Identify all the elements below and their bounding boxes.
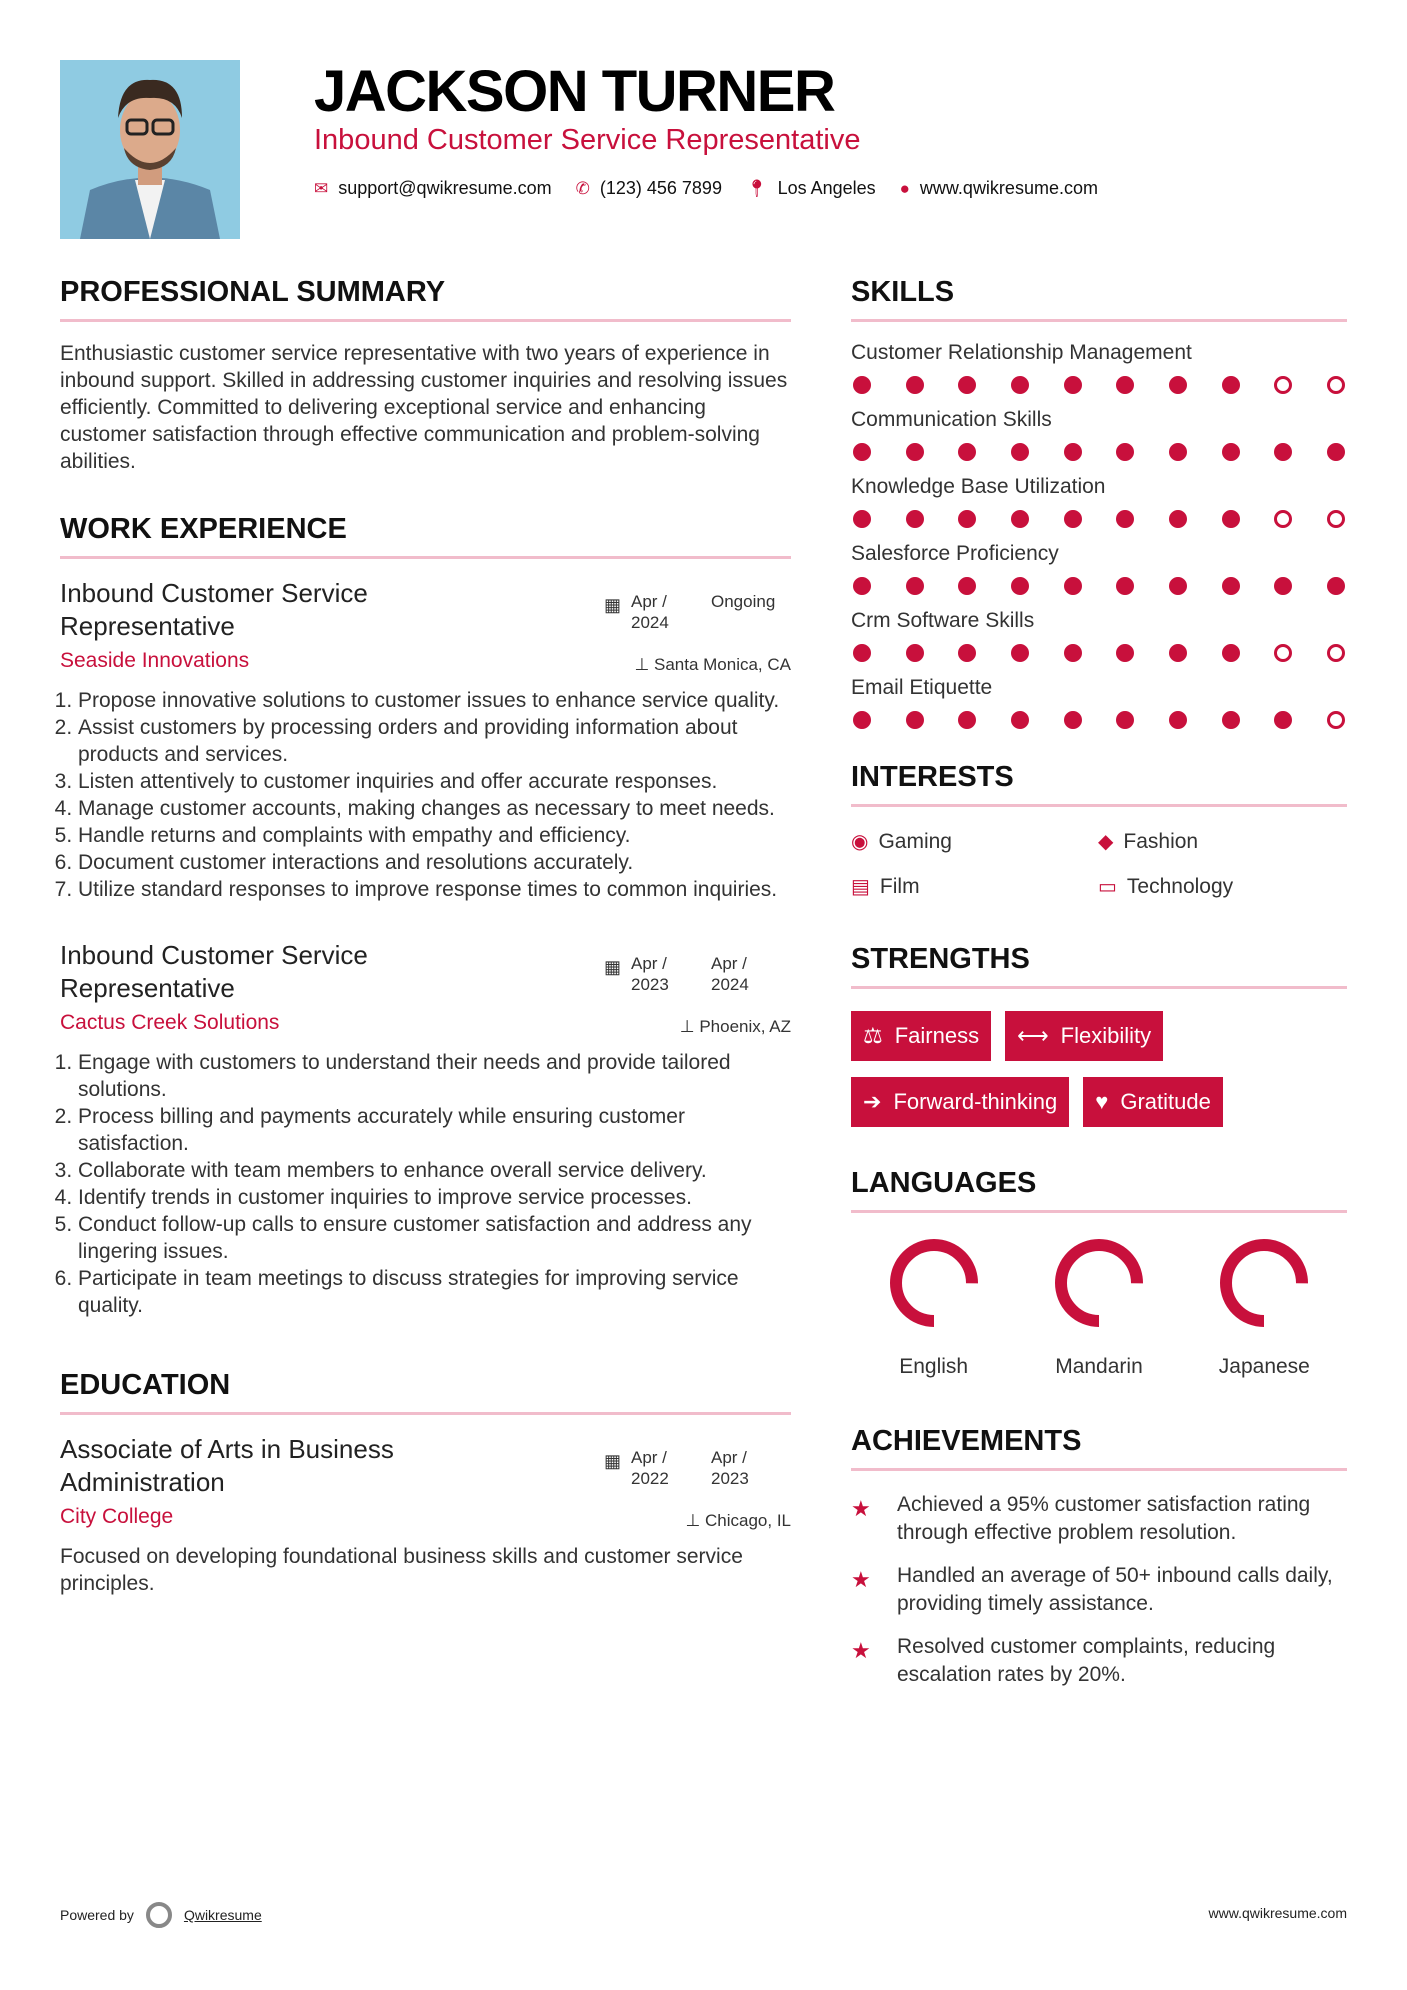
language-item xyxy=(1016,1235,1181,1379)
achievement-item xyxy=(851,1491,1347,1547)
strength-label: Flexibility xyxy=(1060,1023,1152,1048)
achievement-item xyxy=(851,1562,1347,1618)
skill-dot xyxy=(1064,443,1082,461)
job-bullet: 2. Process billing and payments accurately while ensuring customer satisfaction. xyxy=(78,1103,791,1157)
skill-dot xyxy=(1064,577,1082,595)
calendar-icon: ▦ xyxy=(603,957,621,977)
location-text: Santa Monica, CA xyxy=(653,655,791,674)
job-dates xyxy=(604,591,781,633)
job-entry xyxy=(60,939,791,1319)
skill-dot xyxy=(1169,711,1187,729)
skill-name: Customer Relationship Management xyxy=(851,341,1192,364)
job-bullet: 3. Collaborate with team members to enhance overall service delivery. xyxy=(78,1157,791,1184)
skill-dot xyxy=(1116,510,1134,528)
interest-label: Fashion xyxy=(1123,830,1199,853)
skill-dot xyxy=(1222,510,1240,528)
star-icon: ★ xyxy=(851,1567,871,1592)
strength-label: Forward-thinking xyxy=(893,1089,1058,1114)
skill-dot xyxy=(1327,711,1345,729)
education-heading: EDUCATION xyxy=(60,1369,791,1415)
skill-name: Email Etiquette xyxy=(851,676,993,699)
skill-dot xyxy=(958,376,976,394)
strength-badge xyxy=(851,1011,991,1061)
job-bullet: 2. Assist customers by processing orders and providing information about products and services. xyxy=(78,714,791,768)
right-column xyxy=(851,276,1347,1704)
skill-dot xyxy=(1169,443,1187,461)
left-column xyxy=(60,276,791,1597)
skill-dot xyxy=(1011,711,1029,729)
strength-label: Fairness xyxy=(894,1023,980,1048)
job-location xyxy=(680,1017,791,1037)
skill-item xyxy=(851,340,1347,394)
phone-text: (123) 456 7899 xyxy=(599,178,722,198)
skill-rating xyxy=(851,443,1347,461)
job-bullets xyxy=(60,687,791,903)
email-link[interactable]: support@qwikresume.com xyxy=(338,178,552,198)
skill-dot xyxy=(958,443,976,461)
laptop-icon: ▭ xyxy=(1098,876,1117,898)
school-name: City College xyxy=(60,1505,174,1528)
job-bullet: 7. Utilize standard responses to improve response times to common inquiries. xyxy=(78,876,791,903)
pin-icon: ⊥ xyxy=(634,655,654,674)
skill-dot xyxy=(906,711,924,729)
skill-dot xyxy=(1011,644,1029,662)
footer-website[interactable]: www.qwikresume.com xyxy=(1208,1905,1347,1921)
skill-name: Knowledge Base Utilization xyxy=(851,475,1106,498)
contact-bar xyxy=(314,178,1098,199)
job-bullet: 3. Listen attentively to customer inquiries and offer accurate responses. xyxy=(78,768,791,795)
skill-dot xyxy=(1116,376,1134,394)
skill-dot xyxy=(1274,711,1292,729)
education-dates xyxy=(604,1447,781,1489)
interest-label: Film xyxy=(879,875,920,898)
skill-item xyxy=(851,675,1347,729)
interest-item xyxy=(851,874,1098,899)
start-date: Apr / 2023 xyxy=(631,954,669,994)
skill-dot xyxy=(853,577,871,595)
skill-dot xyxy=(906,577,924,595)
skill-dot xyxy=(853,644,871,662)
skill-dot xyxy=(853,443,871,461)
skill-item xyxy=(851,407,1347,461)
arrows-horizontal-icon: ⟷ xyxy=(1017,1023,1049,1048)
skill-dot xyxy=(1274,376,1292,394)
language-name: Mandarin xyxy=(1055,1355,1143,1378)
skill-dot xyxy=(906,510,924,528)
pin-icon: ⊥ xyxy=(679,1017,700,1036)
achievement-text: Achieved a 95% customer satisfaction rating through effective problem resolution. xyxy=(897,1493,1311,1544)
skill-item xyxy=(851,541,1347,595)
skill-dot xyxy=(1169,644,1187,662)
phone-icon: ✆ xyxy=(575,178,590,198)
film-icon: ▤ xyxy=(851,876,870,898)
skill-dot xyxy=(1011,443,1029,461)
skill-dot xyxy=(1169,510,1187,528)
candidate-name: JACKSON TURNER xyxy=(314,59,835,124)
skill-dot xyxy=(1116,577,1134,595)
achievement-text: Handled an average of 50+ inbound calls daily, providing timely assistance. xyxy=(897,1564,1333,1615)
job-bullet: 6. Document customer interactions and resolutions accurately. xyxy=(78,849,791,876)
interest-item xyxy=(851,829,1098,854)
languages-heading: LANGUAGES xyxy=(851,1167,1347,1213)
skill-dot xyxy=(906,443,924,461)
language-proficiency-ring xyxy=(886,1235,982,1331)
qwikresume-logo-icon xyxy=(146,1902,172,1928)
star-icon: ★ xyxy=(851,1638,871,1663)
job-dates xyxy=(604,953,781,995)
skill-dot xyxy=(1064,510,1082,528)
skill-name: Crm Software Skills xyxy=(851,609,1035,632)
job-bullet: 6. Participate in team meetings to discuss strategies for improving service quality. xyxy=(78,1265,791,1319)
map-pin-icon: 📍︎ xyxy=(745,178,768,198)
skill-dot xyxy=(958,644,976,662)
job-bullet: 5. Conduct follow-up calls to ensure customer satisfaction and address any lingering issues. xyxy=(78,1211,791,1265)
skill-dot xyxy=(958,510,976,528)
skill-dot xyxy=(906,644,924,662)
skill-dot xyxy=(1064,376,1082,394)
skill-dot xyxy=(1116,644,1134,662)
skill-dot xyxy=(1011,510,1029,528)
balance-scale-icon: ⚖ xyxy=(863,1023,883,1048)
skill-item xyxy=(851,608,1347,662)
strength-label: Gratitude xyxy=(1120,1089,1211,1114)
job-entry xyxy=(60,577,791,903)
language-arc xyxy=(1061,1245,1137,1321)
strengths-heading: STRENGTHS xyxy=(851,943,1347,989)
summary-text: Enthusiastic customer service representative with two years of experience in inbound support. Skilled in addressing customer inquiries and resolving issues efficiently. Committed to delivering exceptional service and enhancing customer satisfaction through effective communication and problem-solving abilities. xyxy=(60,342,788,473)
job-bullet: 4. Identify trends in customer inquiries to improve service processes. xyxy=(78,1184,791,1211)
education-location xyxy=(685,1511,791,1531)
company-name: Cactus Creek Solutions xyxy=(60,1011,280,1034)
strength-badge xyxy=(851,1077,1069,1127)
skill-dot xyxy=(1222,644,1240,662)
envelope-icon: ✉ xyxy=(314,178,329,198)
job-bullet: 5. Handle returns and complaints with empathy and efficiency. xyxy=(78,822,791,849)
interest-item xyxy=(1098,829,1345,854)
skill-dot xyxy=(1222,577,1240,595)
job-bullet: 1. Engage with customers to understand their needs and provide tailored solutions. xyxy=(78,1049,791,1103)
summary-heading: PROFESSIONAL SUMMARY xyxy=(60,276,791,322)
skill-dot xyxy=(1222,376,1240,394)
skill-dot xyxy=(1327,644,1345,662)
skill-rating xyxy=(851,376,1347,394)
skill-rating xyxy=(851,510,1347,528)
skill-dot xyxy=(1327,510,1345,528)
skill-name: Communication Skills xyxy=(851,408,1052,431)
skill-dot xyxy=(1116,443,1134,461)
end-date: Apr / 2023 xyxy=(711,1448,749,1488)
achievement-item xyxy=(851,1633,1347,1689)
brand-link[interactable]: Qwikresume xyxy=(183,1907,262,1923)
skill-dot xyxy=(906,376,924,394)
language-name: Japanese xyxy=(1218,1355,1310,1378)
skill-dot xyxy=(1274,443,1292,461)
start-date: Apr / 2022 xyxy=(631,1448,669,1488)
skill-dot xyxy=(1011,577,1029,595)
skill-dot xyxy=(1169,577,1187,595)
skill-dot xyxy=(1222,443,1240,461)
skill-dot xyxy=(1222,711,1240,729)
pin-icon: ⊥ xyxy=(685,1511,705,1530)
powered-by-label: Powered by xyxy=(60,1907,134,1923)
strength-badge xyxy=(1005,1011,1163,1061)
location-text: Chicago, IL xyxy=(705,1511,791,1530)
language-proficiency-ring xyxy=(1216,1235,1312,1331)
skill-dot xyxy=(1274,644,1292,662)
skill-item xyxy=(851,474,1347,528)
skill-dot xyxy=(1064,644,1082,662)
website-link[interactable]: www.qwikresume.com xyxy=(919,178,1098,198)
education-description: Focused on developing foundational business skills and customer service principles. xyxy=(60,1545,743,1595)
calendar-icon: ▦ xyxy=(603,595,621,615)
skill-dot xyxy=(853,510,871,528)
shopping-bag-icon: ◆ xyxy=(1098,831,1114,853)
language-arc xyxy=(1226,1245,1302,1321)
skills-heading: SKILLS xyxy=(851,276,1347,322)
skill-dot xyxy=(1274,577,1292,595)
language-proficiency-ring xyxy=(1051,1235,1147,1331)
interests-heading: INTERESTS xyxy=(851,761,1347,807)
strength-badge xyxy=(1083,1077,1223,1127)
skill-rating xyxy=(851,577,1347,595)
achievements-heading: ACHIEVEMENTS xyxy=(851,1425,1347,1471)
skill-dot xyxy=(853,376,871,394)
job-bullets xyxy=(60,1049,791,1319)
skill-rating xyxy=(851,711,1347,729)
skill-dot xyxy=(958,577,976,595)
job-title: Inbound Customer Service Representative xyxy=(60,940,368,1003)
interest-label: Gaming xyxy=(878,830,952,853)
job-bullet: 1. Propose innovative solutions to customer issues to enhance service quality. xyxy=(78,687,791,714)
globe-icon: ● xyxy=(899,178,910,198)
job-title: Inbound Customer Service Representative xyxy=(60,578,368,641)
star-icon: ★ xyxy=(851,1496,871,1521)
gamepad-icon: ◉ xyxy=(851,831,869,853)
end-date: Ongoing xyxy=(711,592,776,611)
skill-rating xyxy=(851,644,1347,662)
footer-powered-by xyxy=(60,1902,262,1928)
heart-icon: ♥ xyxy=(1095,1089,1109,1114)
interest-label: Technology xyxy=(1126,875,1234,898)
skill-dot xyxy=(1064,711,1082,729)
degree-title: Associate of Arts in Business Administration xyxy=(60,1434,394,1497)
calendar-icon: ▦ xyxy=(603,1451,621,1471)
skill-dot xyxy=(1327,443,1345,461)
skill-dot xyxy=(1327,376,1345,394)
arrow-right-icon: ➔ xyxy=(863,1089,882,1114)
skill-dot xyxy=(1116,711,1134,729)
language-arc xyxy=(896,1245,972,1321)
location-text: Los Angeles xyxy=(777,178,876,198)
candidate-title: Inbound Customer Service Representative xyxy=(314,124,861,156)
start-date: Apr / 2024 xyxy=(631,592,669,632)
achievement-text: Resolved customer complaints, reducing escalation rates by 20%. xyxy=(897,1635,1276,1686)
job-location xyxy=(634,655,791,675)
skill-dot xyxy=(853,711,871,729)
interest-item xyxy=(1098,874,1345,899)
skill-dot xyxy=(1011,376,1029,394)
skill-dot xyxy=(1327,577,1345,595)
skill-name: Salesforce Proficiency xyxy=(851,542,1059,565)
location-text: Phoenix, AZ xyxy=(699,1017,791,1036)
skill-dot xyxy=(1274,510,1292,528)
work-heading: WORK EXPERIENCE xyxy=(60,513,791,559)
language-item xyxy=(1182,1235,1347,1379)
profile-photo xyxy=(60,60,240,239)
company-name: Seaside Innovations xyxy=(60,649,250,672)
language-item xyxy=(851,1235,1016,1379)
language-name: English xyxy=(899,1355,969,1378)
skill-dot xyxy=(1169,376,1187,394)
job-bullet: 4. Manage customer accounts, making changes as necessary to meet needs. xyxy=(78,795,791,822)
education-entry xyxy=(60,1433,791,1597)
skill-dot xyxy=(958,711,976,729)
end-date: Apr / 2024 xyxy=(711,954,749,994)
